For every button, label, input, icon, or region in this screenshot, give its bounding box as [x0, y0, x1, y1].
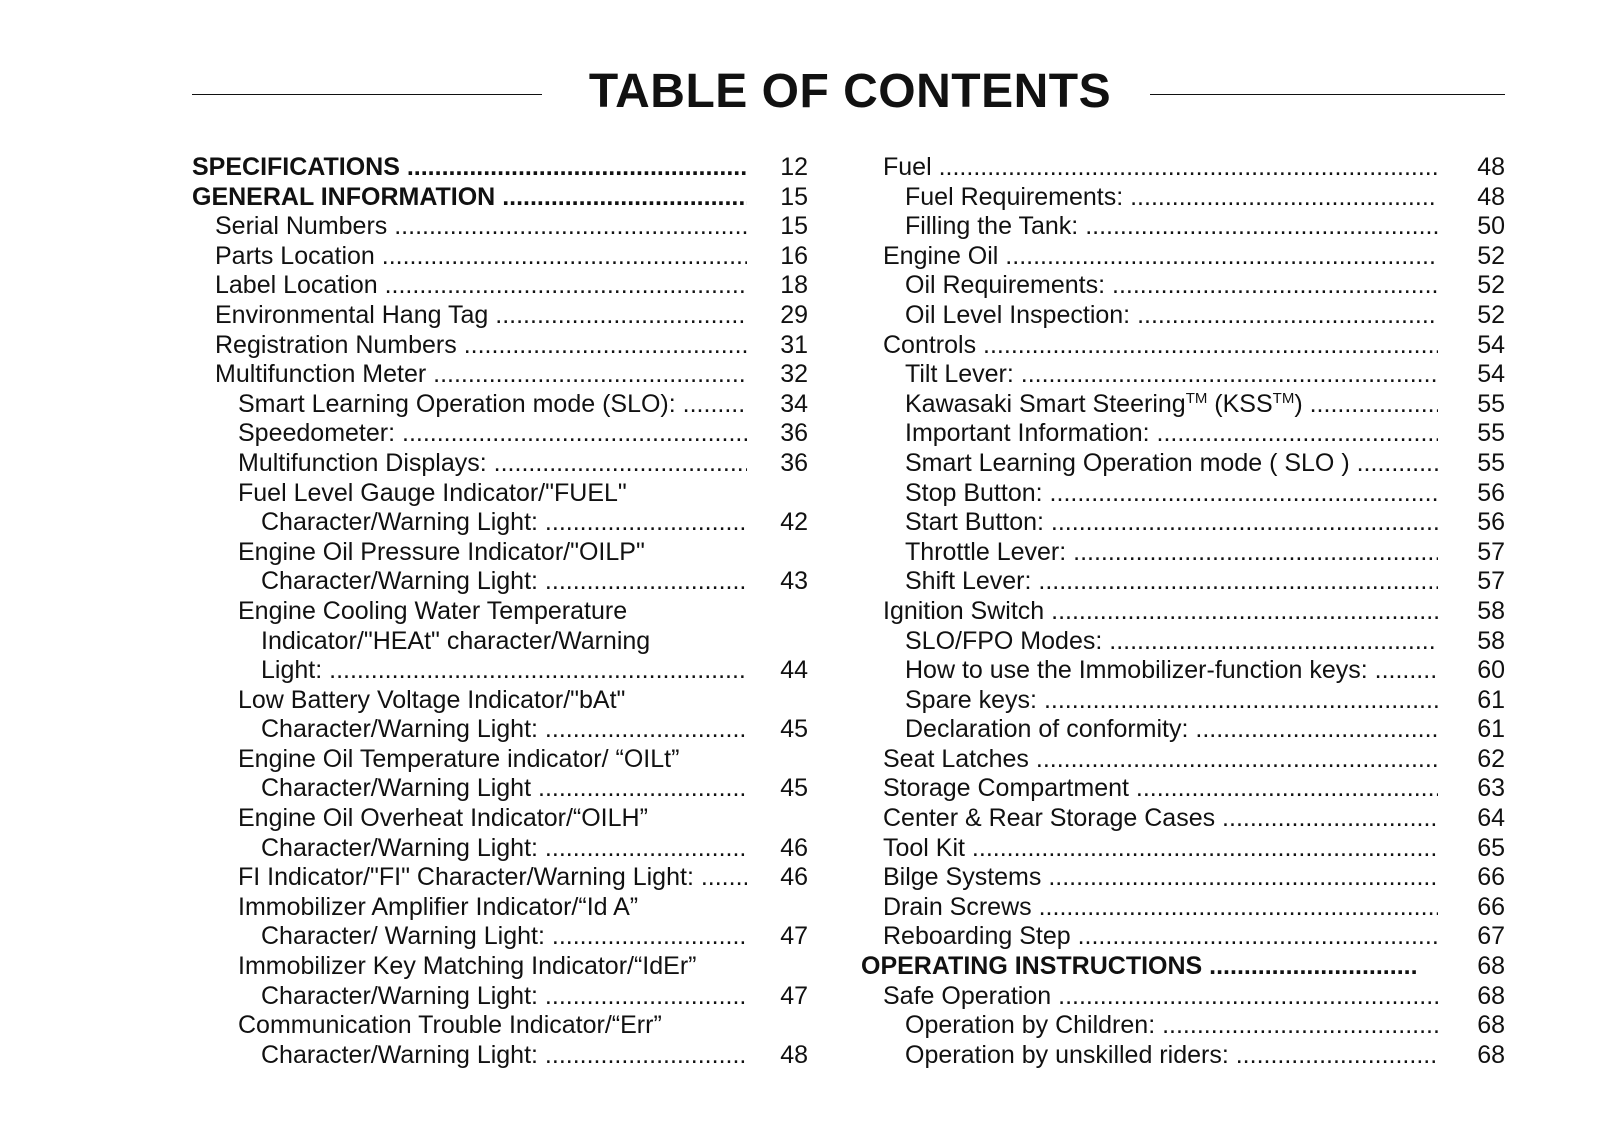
toc-page-number: 61: [1477, 715, 1505, 744]
toc-page-number: 63: [1477, 774, 1505, 803]
toc-entry[interactable]: [192, 538, 808, 568]
toc-entry[interactable]: [883, 301, 1505, 331]
toc-page-number: 52: [1477, 241, 1505, 270]
toc-entry[interactable]: [883, 390, 1505, 420]
toc-entry[interactable]: [192, 183, 808, 213]
toc-entry[interactable]: [861, 952, 1505, 982]
toc-page-number: 61: [1477, 685, 1505, 714]
toc-entry[interactable]: [192, 390, 808, 420]
toc-entry-title: Operation by unskilled riders: .....: [883, 1041, 1438, 1071]
toc-page-number: 68: [1477, 1040, 1505, 1069]
toc-entry-title: Declaration of conformity: .....: [883, 715, 1438, 745]
toc-entry-title: Character/Warning Light: .....: [192, 1041, 747, 1071]
toc-entry-title: Safe Operation .....: [883, 982, 1438, 1012]
toc-entry[interactable]: [883, 479, 1505, 509]
toc-entry[interactable]: [192, 271, 808, 301]
toc-entry-title: Engine Oil Pressure Indicator/"OILP": [238, 537, 645, 566]
toc-entry-title: Parts Location .....: [192, 242, 747, 272]
toc-entry-title: Fuel .....: [883, 153, 1438, 183]
toc-entry[interactable]: [192, 686, 808, 716]
toc-entry-title: Fuel Requirements: .....: [883, 183, 1438, 213]
toc-page-number: 58: [1477, 626, 1505, 655]
toc-page-number: 12: [780, 153, 808, 181]
toc-entry-title: Engine Oil Temperature indicator/ “OILt”: [238, 744, 680, 773]
toc-column-left: [192, 153, 808, 1070]
toc-entry-title: OPERATING INSTRUCTIONS .....: [861, 952, 1416, 982]
toc-entry[interactable]: [883, 982, 1505, 1012]
toc-page-number: 36: [780, 448, 808, 477]
toc-page-number: 48: [1477, 182, 1505, 211]
toc-entry[interactable]: [192, 449, 808, 479]
toc-page-number: 29: [780, 300, 808, 329]
toc-entry[interactable]: [192, 331, 808, 361]
toc-entry[interactable]: [883, 331, 1505, 361]
toc-page-number: 48: [1477, 153, 1505, 181]
toc-page-number: 45: [780, 774, 808, 803]
toc-entry[interactable]: [192, 1011, 808, 1041]
toc-entry-title: Serial Numbers .....: [192, 212, 747, 242]
toc-entry-title: Center & Rear Storage Cases .....: [883, 804, 1438, 834]
toc-entry-title: Tool Kit .....: [883, 834, 1438, 864]
toc-page-number: 18: [780, 271, 808, 300]
toc-entry[interactable]: [883, 212, 1505, 242]
toc-entry-title: Light: .....: [192, 656, 747, 686]
toc-entry[interactable]: [192, 567, 808, 597]
toc-entry-title: Character/Warning Light: .....: [192, 982, 747, 1012]
toc-entry[interactable]: [883, 893, 1505, 923]
toc-entry[interactable]: [192, 715, 808, 745]
toc-entry[interactable]: [883, 745, 1505, 775]
toc-entry[interactable]: [883, 627, 1505, 657]
toc-entry-title: Character/ Warning Light: .....: [192, 922, 747, 952]
toc-page-number: 52: [1477, 271, 1505, 300]
toc-entry-title: Smart Learning Operation mode ( SLO ) .....: [883, 449, 1438, 479]
toc-entry[interactable]: [192, 982, 808, 1012]
toc-page-number: 16: [780, 241, 808, 270]
toc-entry-title: Filling the Tank: .....: [883, 212, 1438, 242]
toc-entry-title: Smart Learning Operation mode (SLO): .....: [192, 390, 747, 420]
toc-page-number: 58: [1477, 596, 1505, 625]
toc-entry[interactable]: [192, 656, 808, 686]
toc-entry[interactable]: [883, 686, 1505, 716]
toc-entry[interactable]: [192, 212, 808, 242]
toc-entry-title: [883, 390, 1438, 420]
toc-entry[interactable]: [192, 627, 808, 657]
toc-entry-title: Character/Warning Light: .....: [192, 834, 747, 864]
toc-entry[interactable]: [883, 804, 1505, 834]
toc-entry[interactable]: [192, 834, 808, 864]
toc-column-right: [861, 153, 1505, 1070]
toc-entry-title: Communication Trouble Indicator/“Err”: [238, 1011, 662, 1040]
toc-page-number: 56: [1477, 508, 1505, 537]
toc-entry[interactable]: [883, 715, 1505, 745]
toc-entry[interactable]: [883, 922, 1505, 952]
toc-entry[interactable]: [192, 479, 808, 509]
toc-entry-title: Important Information: .....: [883, 419, 1438, 449]
toc-entry[interactable]: [192, 597, 808, 627]
toc-entry-title: Storage Compartment .....: [883, 774, 1438, 804]
toc-page-number: 32: [780, 360, 808, 389]
toc-entry-title: Label Location .....: [192, 271, 747, 301]
toc-page-number: 34: [780, 389, 808, 418]
toc-entry-title: Tilt Lever: .....: [883, 360, 1438, 390]
toc-entry-title: Multifunction Displays: .....: [192, 449, 747, 479]
toc-entry[interactable]: [883, 271, 1505, 301]
toc-entry-title: Ignition Switch .....: [883, 597, 1438, 627]
toc-entry-title: SLO/FPO Modes: .....: [883, 627, 1438, 657]
title-row: [0, 62, 1600, 122]
toc-page-number: 36: [780, 419, 808, 448]
toc-entry[interactable]: [883, 242, 1505, 272]
toc-entry-title: Low Battery Voltage Indicator/"bAt": [238, 685, 626, 714]
toc-entry[interactable]: [883, 508, 1505, 538]
toc-entry[interactable]: [883, 567, 1505, 597]
toc-entry-title: Stop Button: .....: [883, 479, 1438, 509]
trademark-sup: TM: [1185, 389, 1208, 407]
toc-entry-title: Immobilizer Amplifier Indicator/“Id A”: [238, 892, 639, 921]
toc-page-number: 43: [780, 567, 808, 596]
toc-entry[interactable]: [192, 153, 808, 183]
toc-entry-title: Spare keys: .....: [883, 686, 1438, 716]
toc-page-number: 56: [1477, 478, 1505, 507]
toc-page-number: 68: [1477, 981, 1505, 1010]
toc-page-number: 62: [1477, 744, 1505, 773]
toc-entry[interactable]: [192, 301, 808, 331]
toc-page-number: 68: [1477, 1011, 1505, 1040]
toc-page-number: 47: [780, 981, 808, 1010]
toc-entry-title: Oil Level Inspection: .....: [883, 301, 1438, 331]
toc-page-number: 15: [780, 212, 808, 241]
toc-entry-title: FI Indicator/"FI" Character/Warning Light: .....: [192, 863, 747, 893]
trademark-sup: TM: [1272, 389, 1295, 407]
toc-page-number: 52: [1477, 300, 1505, 329]
toc-entry[interactable]: [192, 242, 808, 272]
toc-entry[interactable]: [192, 804, 808, 834]
toc-entry[interactable]: [192, 360, 808, 390]
toc-page-number: 50: [1477, 212, 1505, 241]
toc-entry-title: Character/Warning Light: .....: [192, 715, 747, 745]
toc-entry[interactable]: [192, 863, 808, 893]
toc-page-number: 46: [780, 863, 808, 892]
toc-entry[interactable]: [192, 419, 808, 449]
toc-page-number: 48: [780, 1040, 808, 1069]
toc-entry-title-text: Kawasaki Smart Steering: [905, 389, 1186, 418]
page-title: TABLE OF CONTENTS: [588, 65, 1112, 118]
toc-entry[interactable]: [883, 153, 1505, 183]
toc-entry[interactable]: [883, 1011, 1505, 1041]
toc-entry-title: Character/Warning Light .....: [192, 774, 747, 804]
toc-entry-title: Controls .....: [883, 331, 1438, 361]
toc-page-number: 65: [1477, 833, 1505, 862]
toc-entry-title: Drain Screws .....: [883, 893, 1438, 923]
toc-entry[interactable]: [883, 656, 1505, 686]
toc-entry[interactable]: [883, 419, 1505, 449]
toc-entry-title: Fuel Level Gauge Indicator/"FUEL": [238, 478, 627, 507]
toc-entry[interactable]: [883, 597, 1505, 627]
toc-page-number: 55: [1477, 389, 1505, 418]
title-rule-right: [1150, 94, 1505, 95]
toc-entry[interactable]: [883, 538, 1505, 568]
toc-entry-title: Engine Oil .....: [883, 242, 1438, 272]
toc-page-number: 47: [780, 922, 808, 951]
toc-page-number: 54: [1477, 360, 1505, 389]
toc-page-number: 64: [1477, 804, 1505, 833]
toc-entry-title: Character/Warning Light: .....: [192, 567, 747, 597]
toc-entry[interactable]: [883, 1041, 1505, 1071]
toc-entry-title: Speedometer: .....: [192, 419, 747, 449]
toc-page-number: 42: [780, 508, 808, 537]
toc-entry-title: Character/Warning Light: .....: [192, 508, 747, 538]
toc-page-number: 55: [1477, 448, 1505, 477]
toc-entry-title: Start Button: .....: [883, 508, 1438, 538]
toc-page-number: 15: [780, 182, 808, 211]
toc-page-number: 31: [780, 330, 808, 359]
toc-entry-title: Multifunction Meter .....: [192, 360, 747, 390]
toc-page-number: 44: [780, 656, 808, 685]
toc-page-number: 68: [1477, 952, 1505, 981]
toc-entry-title: Operation by Children: .....: [883, 1011, 1438, 1041]
toc-entry-title: How to use the Immobilizer-function keys: .....: [883, 656, 1438, 686]
toc-entry-title: Shift Lever: .....: [883, 567, 1438, 597]
toc-entry-title: Engine Oil Overheat Indicator/“OILH”: [238, 804, 648, 833]
toc-entry-title: GENERAL INFORMATION .....: [192, 183, 747, 213]
toc-page-number: 54: [1477, 330, 1505, 359]
toc-entry-title: SPECIFICATIONS .....: [192, 153, 747, 183]
toc-entry-title: Reboarding Step .....: [883, 922, 1438, 952]
toc-entry-title-text: ): [1294, 389, 1303, 418]
toc-entry[interactable]: [192, 774, 808, 804]
toc-page-number: 46: [780, 833, 808, 862]
toc-entry-title: Throttle Lever: .....: [883, 538, 1438, 568]
toc-entry[interactable]: [883, 863, 1505, 893]
toc-entry-title-text: (KSS: [1207, 389, 1273, 418]
toc-page-number: 67: [1477, 922, 1505, 951]
toc-page-number: 57: [1477, 567, 1505, 596]
toc-page-number: 66: [1477, 892, 1505, 921]
toc-entry-title: Indicator/"HEAt" character/Warning: [261, 626, 651, 655]
toc-page-number: 55: [1477, 419, 1505, 448]
toc-entry[interactable]: [192, 952, 808, 982]
toc-entry[interactable]: [883, 360, 1505, 390]
toc-entry[interactable]: [883, 834, 1505, 864]
toc-page-number: 60: [1477, 656, 1505, 685]
toc-entry-title: Environmental Hang Tag .....: [192, 301, 747, 331]
toc-entry[interactable]: [192, 893, 808, 923]
toc-entry[interactable]: [192, 745, 808, 775]
toc-entry[interactable]: [883, 183, 1505, 213]
toc-entry[interactable]: [883, 774, 1505, 804]
toc-entry[interactable]: [883, 449, 1505, 479]
toc-page-number: 57: [1477, 537, 1505, 566]
toc-entry-title: Registration Numbers .....: [192, 331, 747, 361]
toc-entry[interactable]: [192, 508, 808, 538]
toc-entry-title: Bilge Systems .....: [883, 863, 1438, 893]
toc-page-number: 66: [1477, 863, 1505, 892]
toc-entry-title: Engine Cooling Water Temperature: [238, 596, 628, 625]
toc-page-number: 45: [780, 715, 808, 744]
title-rule-left: [192, 94, 542, 95]
toc-entry-title: Immobilizer Key Matching Indicator/“IdEr”: [238, 952, 697, 981]
toc-entry-title: Oil Requirements: .....: [883, 271, 1438, 301]
toc-entry[interactable]: [192, 1041, 808, 1071]
toc-entry-title: Seat Latches .....: [883, 745, 1438, 775]
toc-entry[interactable]: [192, 922, 808, 952]
